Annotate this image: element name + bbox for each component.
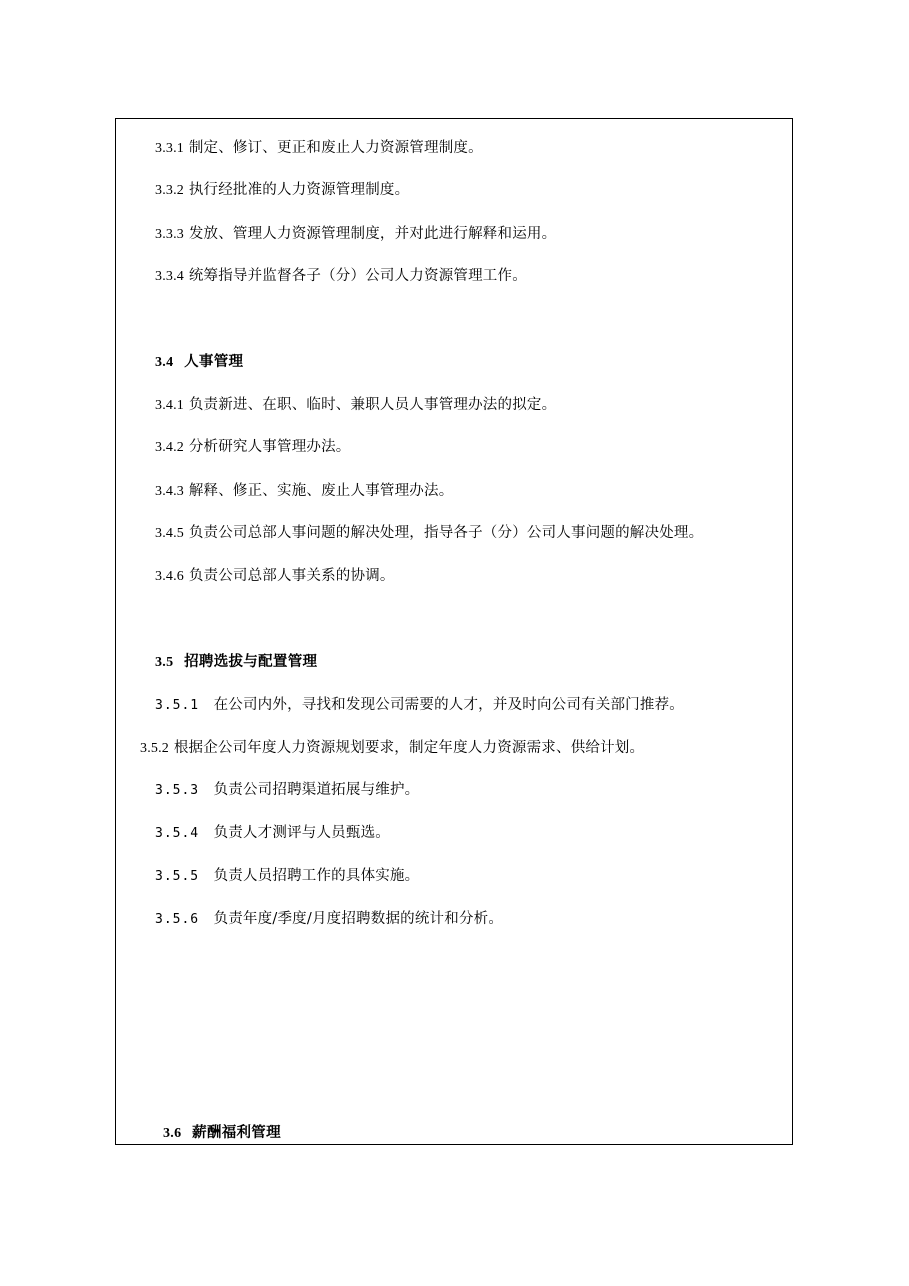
item-number: 3.4.5 bbox=[155, 526, 184, 541]
section-heading bbox=[155, 653, 317, 672]
item-number: 3.3.4 bbox=[155, 269, 184, 284]
section-title: 薪酬福利管理 bbox=[192, 1124, 281, 1141]
list-item bbox=[155, 225, 556, 244]
section-title: 招聘选拔与配置管理 bbox=[184, 653, 318, 670]
list-item bbox=[155, 696, 684, 715]
item-text: 制定、修订、更正和废止人力资源管理制度。 bbox=[188, 140, 483, 156]
list-item bbox=[155, 482, 453, 501]
list-item bbox=[155, 181, 409, 200]
list-item bbox=[155, 139, 483, 158]
item-number: 3.4.2 bbox=[155, 440, 184, 455]
item-number: 3.3.3 bbox=[155, 227, 184, 242]
item-text: 负责年度/季度/月度招聘数据的统计和分析。 bbox=[213, 911, 504, 927]
item-text: 负责公司总部人事问题的解决处理，指导各子（分）公司人事问题的解决处理。 bbox=[188, 525, 704, 541]
item-number: 3.5.2 bbox=[140, 741, 169, 756]
item-text: 根据企公司年度人力资源规划要求，制定年度人力资源需求、供给计划。 bbox=[173, 740, 645, 756]
item-text: 负责公司总部人事关系的协调。 bbox=[188, 568, 395, 584]
section-number: 3.6 bbox=[163, 1126, 182, 1141]
item-number: 3.5.6 bbox=[155, 912, 200, 927]
item-text: 解释、修正、实施、废止人事管理办法。 bbox=[188, 483, 454, 499]
list-item bbox=[155, 567, 395, 586]
item-number: 3.4.6 bbox=[155, 569, 184, 584]
list-item bbox=[155, 824, 390, 843]
item-number: 3.5.1 bbox=[155, 698, 200, 713]
item-text: 分析研究人事管理办法。 bbox=[188, 439, 351, 455]
section-title: 人事管理 bbox=[184, 353, 244, 370]
item-text: 负责人员招聘工作的具体实施。 bbox=[213, 868, 420, 884]
section-heading bbox=[163, 1124, 281, 1143]
item-text: 执行经批准的人力资源管理制度。 bbox=[188, 182, 410, 198]
item-number: 3.4.1 bbox=[155, 398, 184, 413]
item-text: 负责公司招聘渠道拓展与维护。 bbox=[213, 782, 420, 798]
list-item bbox=[155, 438, 351, 457]
section-number: 3.4 bbox=[155, 355, 174, 370]
item-number: 3.5.4 bbox=[155, 826, 200, 841]
section-number: 3.5 bbox=[155, 655, 174, 670]
list-item bbox=[155, 781, 419, 800]
item-number: 3.5.3 bbox=[155, 783, 200, 798]
item-text: 发放、管理人力资源管理制度，并对此进行解释和运用。 bbox=[188, 226, 557, 242]
item-text: 统筹指导并监督各子（分）公司人力资源管理工作。 bbox=[188, 268, 527, 284]
list-item bbox=[140, 739, 644, 758]
item-number: 3.5.5 bbox=[155, 869, 200, 884]
item-text: 负责人才测评与人员甄选。 bbox=[213, 825, 390, 841]
list-item bbox=[155, 867, 419, 886]
item-text: 在公司内外，寻找和发现公司需要的人才，并及时向公司有关部门推荐。 bbox=[213, 697, 684, 713]
list-item bbox=[155, 524, 703, 543]
item-number: 3.3.1 bbox=[155, 141, 184, 156]
item-number: 3.3.2 bbox=[155, 183, 184, 198]
list-item bbox=[155, 396, 556, 415]
list-item bbox=[155, 910, 503, 929]
section-heading bbox=[155, 353, 243, 372]
item-number: 3.4.3 bbox=[155, 484, 184, 499]
item-text: 负责新进、在职、临时、兼职人员人事管理办法的拟定。 bbox=[188, 397, 557, 413]
list-item bbox=[155, 267, 527, 286]
